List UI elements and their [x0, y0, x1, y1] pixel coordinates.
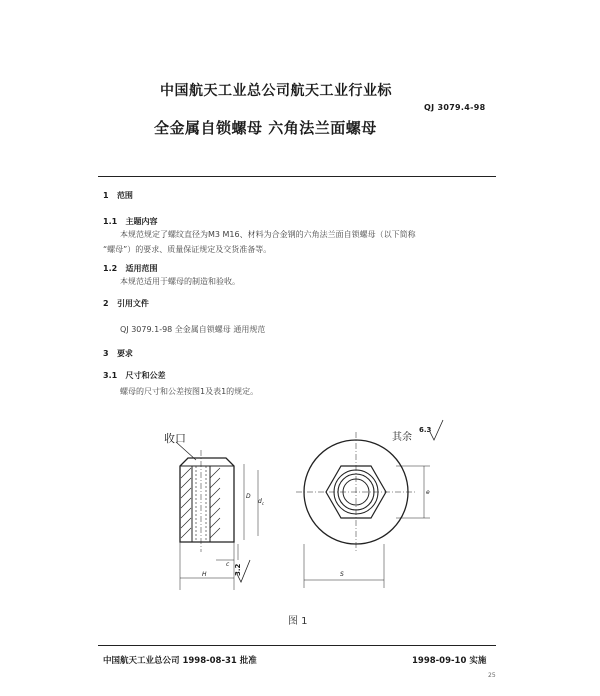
top-view — [296, 420, 443, 588]
section-2-reference: QJ 3079.1-98 全金属自锁螺母 通用规范 — [120, 325, 266, 334]
section-1-2-heading: 1.2 适用范围 — [103, 264, 158, 273]
dim-D-label: D — [246, 493, 251, 500]
roughness-value-right: 6.3 — [419, 426, 432, 434]
dim-H-label: H — [202, 571, 207, 578]
approval-date: 中国航天工业总公司 1998-08-31 批准 — [103, 656, 257, 666]
page-number: 25 — [488, 672, 496, 679]
footer-rule — [98, 645, 496, 646]
dim-e-label: e — [426, 489, 430, 496]
section-3-1-text: 螺母的尺寸和公差按图1及表1的规定。 — [120, 387, 259, 396]
standard-code: QJ 3079.4-98 — [424, 103, 486, 112]
section-3-heading: 3 要求 — [103, 349, 133, 358]
section-2-heading: 2 引用文件 — [103, 299, 149, 308]
side-view — [176, 442, 258, 590]
section-1-2-text: 本规范适用于螺母的制造和验收。 — [120, 277, 240, 286]
section-1-heading: 1 范围 — [103, 191, 133, 200]
standard-org-title: 中国航天工业总公司航天工业行业标 — [160, 83, 392, 99]
figure-caption: 图 1 — [288, 616, 308, 627]
implementation-date: 1998-09-10 实施 — [412, 656, 487, 666]
section-1-1-heading: 1.1 主题内容 — [103, 217, 158, 226]
section-1-1-text-line2: “螺母”）的要求、质量保证规定及交货准备等。 — [103, 245, 272, 254]
document-title: 全金属自锁螺母 六角法兰面螺母 — [154, 119, 377, 137]
roughness-value-left: 3.2 — [234, 563, 242, 576]
dim-dc-label: $d_c$ — [258, 498, 265, 506]
section-1-1-text-line1: 本规范规定了螺纹直径为M3 M16、材料为合金钢的六角法兰面自锁螺母（以下简称 — [120, 230, 416, 239]
collar-label: 收口 — [164, 432, 186, 445]
dim-S-label: S — [340, 571, 344, 578]
other-surfaces-label: 其余 — [392, 432, 412, 443]
section-3-1-heading: 3.1 尺寸和公差 — [103, 371, 166, 380]
dim-c-label: c — [226, 561, 230, 568]
